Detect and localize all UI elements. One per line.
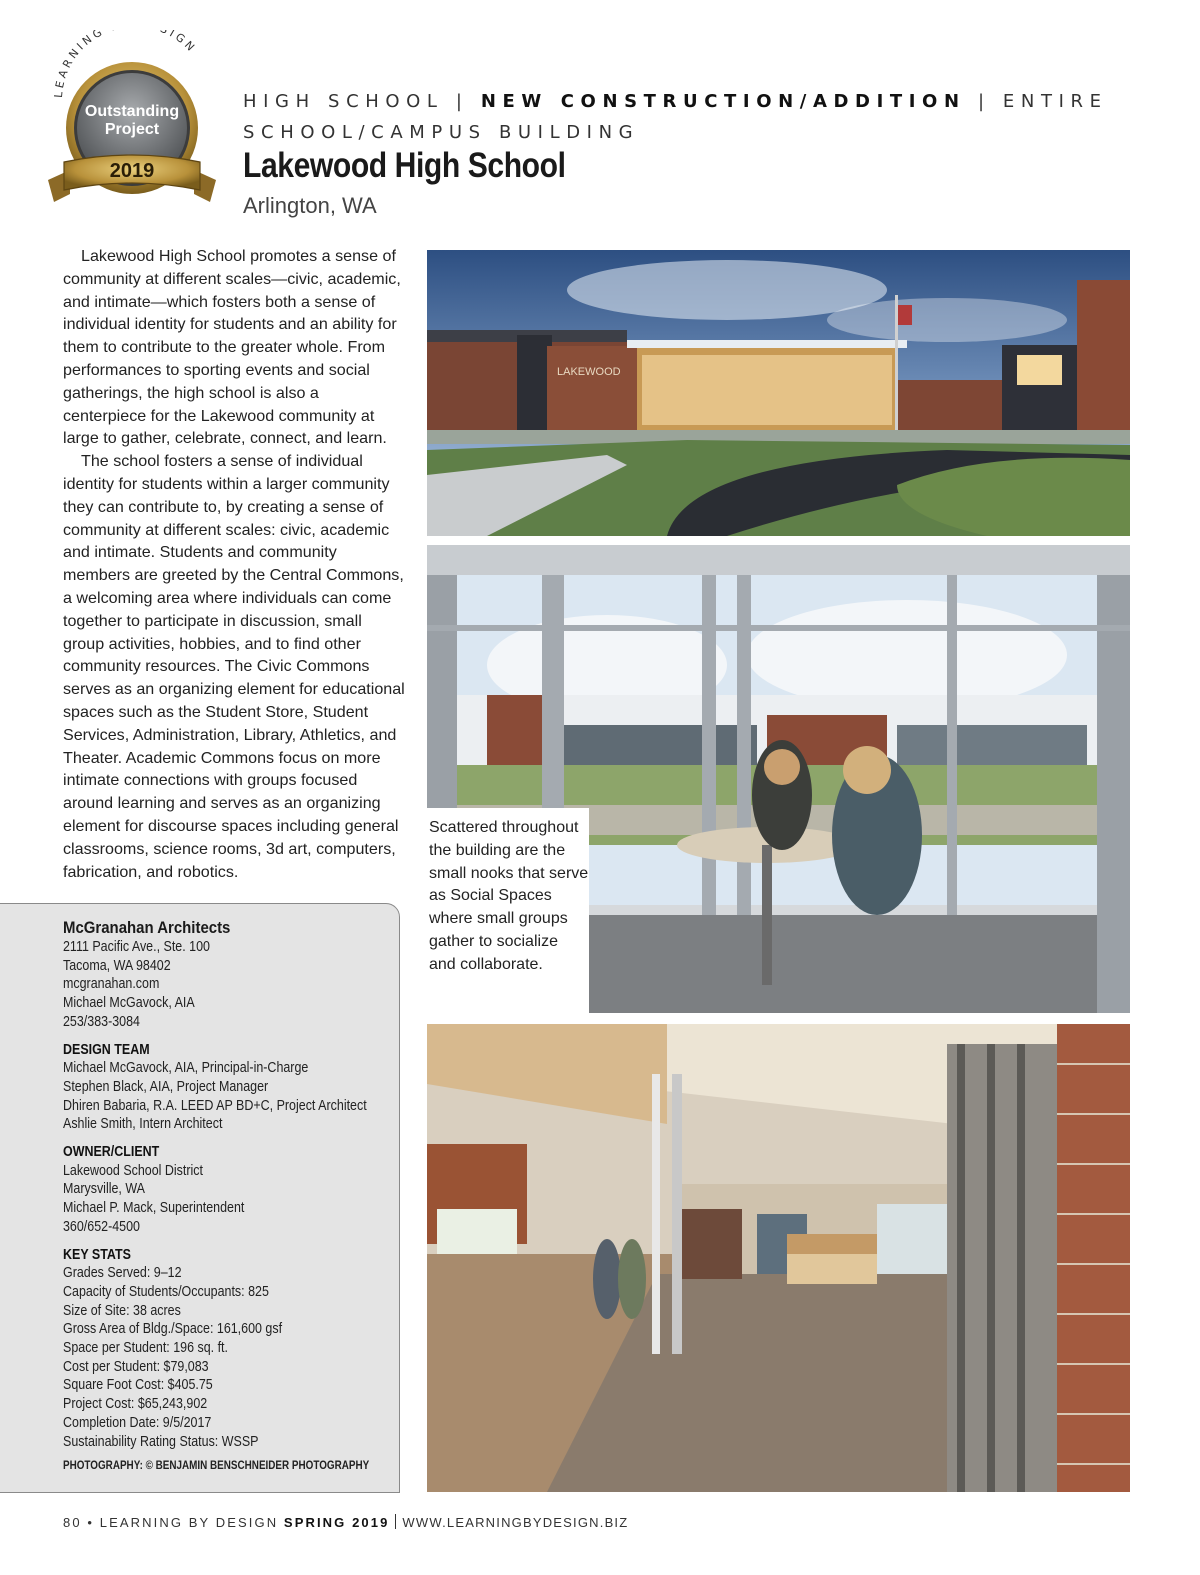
page-title: Lakewood High School <box>243 146 566 185</box>
photo-caption: Scattered throughout the building are the small nooks that serve as Social Spaces where small groups gather to socialize and collaborate. <box>429 819 589 973</box>
stat-line: Square Foot Cost: $405.75 <box>63 1377 213 1394</box>
stat-line: Space per Student: 196 sq. ft. <box>63 1340 228 1357</box>
stat-line: Completion Date: 9/5/2017 <box>63 1414 212 1431</box>
owner-line: 360/652-4500 <box>63 1218 140 1235</box>
stat-line: Sustainability Rating Status: WSSP <box>63 1433 259 1450</box>
badge-year: 2019 <box>109 160 155 182</box>
outstanding-project-badge <box>40 30 230 220</box>
page-number: 80 <box>63 1515 82 1530</box>
design-team-member: Stephen Black, AIA, Project Manager <box>63 1078 269 1095</box>
owner-line: Michael P. Mack, Superintendent <box>63 1200 245 1217</box>
footer-bullet: • <box>87 1515 95 1530</box>
stat-line: Grades Served: 9–12 <box>63 1265 182 1282</box>
page-footer <box>63 1514 628 1530</box>
stat-line: Cost per Student: $79,083 <box>63 1358 209 1375</box>
photo-credit: PHOTOGRAPHY: © BENJAMIN BENSCHNEIDER PHOTOGRAPHY <box>63 1460 370 1473</box>
publication-name: LEARNING BY DESIGN <box>99 1515 279 1530</box>
category-school-level: HIGH SCHOOL | <box>243 91 481 112</box>
stat-line: Project Cost: $65,243,902 <box>63 1396 208 1413</box>
badge-line1: Outstanding <box>84 103 180 120</box>
badge-arc-text: LEARNING IGN <box>51 30 200 99</box>
library-photo <box>427 1024 1130 1492</box>
category-scope: | ENTIRE SCHOOL/CAMPUS BUILDING <box>243 91 1108 143</box>
stat-line: Capacity of Students/Occupants: 825 <box>63 1283 269 1300</box>
architect-firm: McGranahan Architects <box>63 918 231 937</box>
firm-address-line: 2111 Pacific Ave., Ste. 100 <box>63 939 210 955</box>
stat-line: Size of Site: 38 acres <box>63 1302 181 1319</box>
project-info <box>63 918 398 1474</box>
paragraph: The school fosters a sense of individual identity for students within a larger community they can contribute to, by creating a sense of community at different scales: civic, academic and intimate. Students and community members are greeted by the Central Commons, a welcoming area where individuals can come together to participate in discussion, small group activities, hobbies, and to find other community resources. The Civic Commons serves as an organizing element for educational spaces such as the Student Store, Student Services, Administration, Library, Athletics, and Theater. Academic Commons focus on more intimate connections with groups focused around learning and serves as an organizing element for discourse spaces including general classrooms, science rooms, 3d art, computers, fabrication, and robotics. <box>63 452 405 881</box>
owner-line: Marysville, WA <box>63 1181 145 1198</box>
owner-heading: OWNER/CLIENT <box>63 1144 160 1161</box>
design-team-member: Ashlie Smith, Intern Architect <box>63 1116 223 1133</box>
category-type: NEW CONSTRUCTION/ADDITION <box>480 91 966 112</box>
category-line <box>243 86 1143 148</box>
footer-url: WWW.LEARNINGBYDESIGN.BIZ <box>402 1515 629 1530</box>
design-team-member: Michael McGavock, AIA, Principal-in-Charge <box>63 1060 309 1077</box>
paragraph: Lakewood High School promotes a sense of community at different scales—civic, academic, and intimate—which fosters both a sense of individual identity for students and an ability for them to contribute to the greater whole. From performances to sporting events and social gatherings, the high school is also a centerpiece for the Lakewood community at large to gather, celebrate, connect, and learn. <box>63 247 401 448</box>
key-stats-heading: KEY STATS <box>63 1246 131 1263</box>
firm-phone: 253/383-3084 <box>63 1013 140 1030</box>
owner-line: Lakewood School District <box>63 1162 204 1179</box>
design-team-heading: DESIGN TEAM <box>63 1041 150 1058</box>
stat-line: Gross Area of Bldg./Space: 161,600 gsf <box>63 1321 283 1338</box>
issue-label: SPRING 2019 <box>283 1515 390 1530</box>
design-team-member: Dhiren Babaria, R.A. LEED AP BD+C, Project Architect <box>63 1097 367 1114</box>
building-sign: LAKEWOOD <box>557 366 621 378</box>
firm-contact: Michael McGavock, AIA <box>63 995 195 1012</box>
exterior-photo <box>427 250 1130 536</box>
firm-website: mcgranahan.com <box>63 976 160 993</box>
project-location: Arlington, WA <box>243 193 377 218</box>
footer-divider <box>395 1514 396 1529</box>
firm-city-line: Tacoma, WA 98402 <box>63 957 171 974</box>
article-body <box>63 245 405 883</box>
badge-line2: Project <box>104 121 160 138</box>
